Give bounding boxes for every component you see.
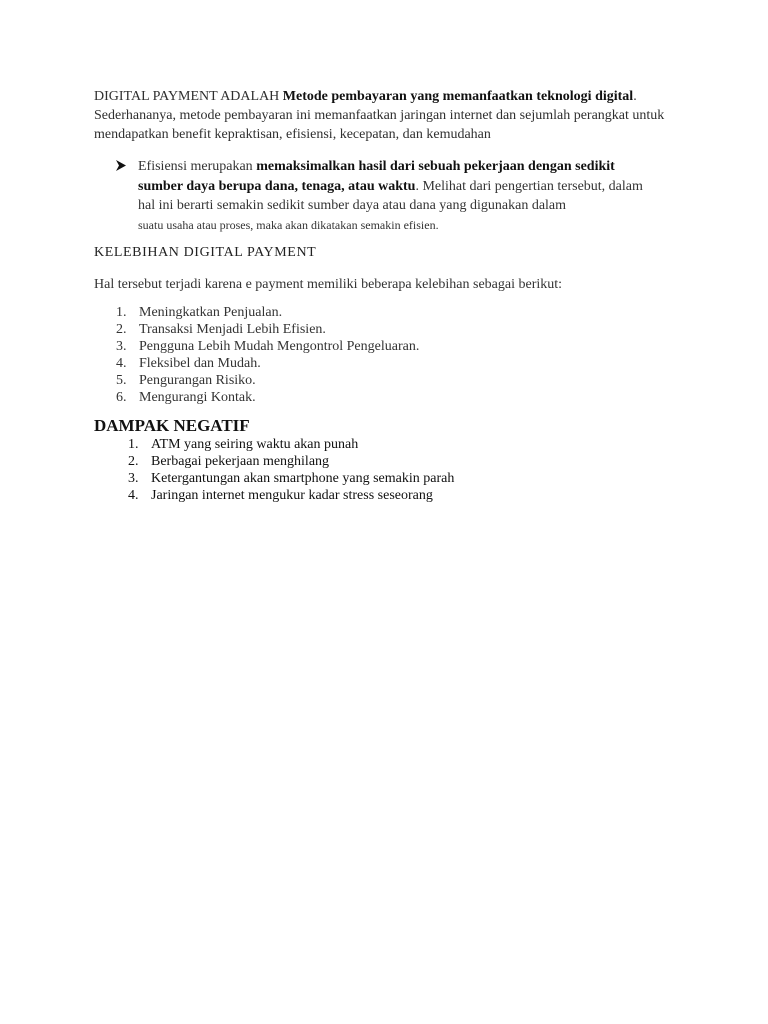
kelebihan-list xyxy=(116,304,419,406)
list-item-number: 4. xyxy=(116,356,127,371)
list-item-text: Pengguna Lebih Mudah Mengontrol Pengeluaran. xyxy=(139,339,420,354)
efisiensi-bold: memaksimalkan hasil dari sebuah pekerjaan dengan sedikit sumber daya berupa dana, tenaga, atau waktu xyxy=(138,159,615,194)
list-item-number: 1. xyxy=(128,437,139,452)
list-item xyxy=(128,436,454,453)
intro-paragraph xyxy=(94,87,684,144)
list-item-number: 2. xyxy=(128,454,139,469)
list-item-number: 4. xyxy=(128,488,139,503)
list-item xyxy=(128,470,454,487)
dampak-negatif-heading: DAMPAK NEGATIF xyxy=(94,416,250,435)
list-item-text: Ketergantungan akan smartphone yang semakin parah xyxy=(151,471,455,486)
list-item xyxy=(116,304,419,321)
list-item xyxy=(116,355,419,372)
list-item xyxy=(116,338,419,355)
dampak-list xyxy=(128,436,454,504)
list-item-text: ATM yang seiring waktu akan punah xyxy=(151,437,359,452)
intro-lead: DIGITAL PAYMENT ADALAH xyxy=(94,89,283,104)
intro-bold-definition: Metode pembayaran yang memanfaatkan teknologi digital xyxy=(282,89,634,104)
efisiensi-bullet xyxy=(116,157,676,234)
intro-rest: . Sederhananya, metode pembayaran ini memanfaatkan jaringan internet dan sejumlah perangkat untuk mendapatkan benefit kepraktisan, efisiensi, kecepatan, dan kemudahan xyxy=(94,89,665,142)
kelebihan-intro: Hal tersebut terjadi karena e payment memiliki beberapa kelebihan sebagai berikut: xyxy=(94,277,563,292)
list-item-text: Meningkatkan Penjualan. xyxy=(139,305,283,320)
list-item xyxy=(128,487,454,504)
list-item-number: 1. xyxy=(116,305,127,320)
efisiensi-lead: Efisiensi merupakan xyxy=(138,159,257,174)
kelebihan-heading: KELEBIHAN DIGITAL PAYMENT xyxy=(94,245,317,260)
list-item xyxy=(116,321,419,338)
list-item xyxy=(116,372,419,389)
list-item-text: Berbagai pekerjaan menghilang xyxy=(151,454,330,469)
efisiensi-text xyxy=(138,157,658,234)
efisiensi-small-text: suatu usaha atau proses, maka akan dikatakan semakin efisien. xyxy=(138,217,439,232)
list-item xyxy=(128,453,454,470)
list-item-number: 6. xyxy=(116,390,127,405)
list-item xyxy=(116,389,419,406)
list-item-number: 2. xyxy=(116,322,127,337)
list-item-text: Mengurangi Kontak. xyxy=(139,390,256,405)
arrow-bullet-icon xyxy=(116,157,138,234)
list-item-text: Pengurangan Risiko. xyxy=(139,373,256,388)
list-item-text: Jaringan internet mengukur kadar stress seseorang xyxy=(151,488,433,503)
list-item-number: 3. xyxy=(116,339,127,354)
list-item-text: Transaksi Menjadi Lebih Efisien. xyxy=(139,322,326,337)
efisiensi-rest: . Melihat dari pengertian tersebut, dalam hal ini berarti semakin sedikit sumber daya atau dana yang digunakan dalam xyxy=(138,178,643,213)
list-item-number: 5. xyxy=(116,373,127,388)
list-item-text: Fleksibel dan Mudah. xyxy=(139,356,261,371)
list-item-number: 3. xyxy=(128,471,139,486)
